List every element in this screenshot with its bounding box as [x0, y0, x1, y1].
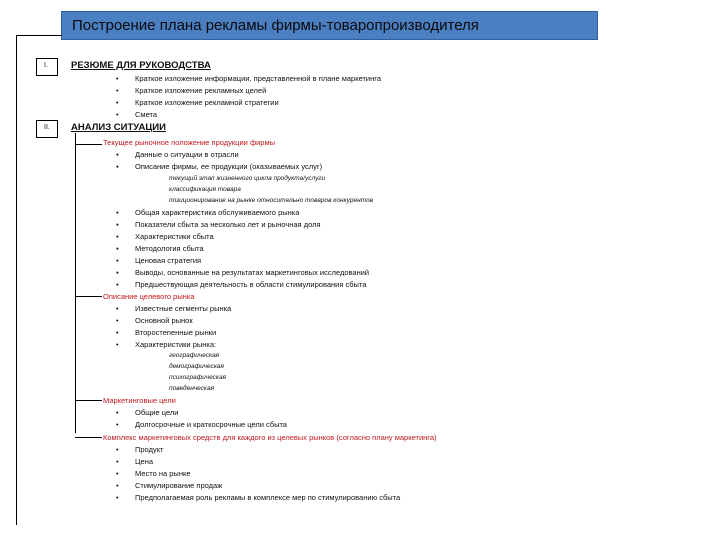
bullet-marker: •	[116, 316, 119, 325]
page-title: Построение плана рекламы фирмы-товаропроизводителя	[72, 17, 479, 34]
subsection-title: Текущее рыночное положение продукции фирмы	[103, 138, 276, 147]
italic-item: позиционирование на рынке относительно товаров конкурентов	[169, 197, 374, 204]
bullet-marker: •	[116, 304, 119, 313]
section-number: I.	[44, 62, 48, 69]
tree-connector-market	[75, 144, 102, 145]
bullet-marker: •	[116, 493, 119, 502]
list-item: Предполагаемая роль рекламы в комплексе мер по стимулированию сбыта	[135, 493, 401, 502]
tree-connector-mix	[75, 437, 102, 438]
list-item: Второстепенные рынки	[135, 328, 217, 337]
bullet-marker: ▪	[116, 232, 119, 241]
tree-connector-goals	[75, 400, 102, 401]
subsection-title: Описание целевого рынка	[103, 292, 195, 301]
list-item: Общие цели	[135, 408, 179, 417]
list-item: Стимулирование продаж	[135, 481, 223, 490]
italic-item: классификация товара	[169, 186, 241, 193]
list-item: Данные о ситуации в отрасли	[135, 150, 239, 159]
bullet-marker: ▪	[116, 220, 119, 229]
list-item: Предшествующая деятельность в области стимулирования сбыта	[135, 280, 367, 289]
italic-item: текущий этап жизненного цикла продукта/услуги	[169, 175, 326, 182]
bullet-marker: •	[116, 110, 119, 119]
bullet-marker: ▪	[116, 280, 119, 289]
tree-vertical-line-inner	[75, 133, 76, 433]
tree-horizontal-line-top	[16, 35, 62, 36]
italic-item: психографическая	[169, 374, 227, 381]
list-item: Характеристики рынка:	[135, 340, 217, 349]
section-heading: АНАЛИЗ СИТУАЦИИ	[71, 122, 166, 133]
list-item: Характеристики сбыта	[135, 232, 214, 241]
bullet-marker: ▪	[116, 208, 119, 217]
list-item: Известные сегменты рынка	[135, 304, 232, 313]
list-item: Общая характеристика обслуживаемого рынка	[135, 208, 300, 217]
bullet-marker: •	[116, 420, 119, 429]
list-item: Выводы, основанные на результатах маркетинговых исследований	[135, 268, 370, 277]
section-heading: РЕЗЮМЕ ДЛЯ РУКОВОДСТВА	[71, 60, 211, 71]
bullet-marker: ▪	[116, 162, 119, 171]
list-item: Смета	[135, 110, 158, 119]
bullet-marker: •	[116, 340, 119, 349]
list-item: Место на рынке	[135, 469, 191, 478]
tree-connector-target	[75, 296, 102, 297]
bullet-marker: ▪	[116, 150, 119, 159]
bullet-marker: •	[116, 457, 119, 466]
bullet-marker: •	[116, 469, 119, 478]
italic-item: поведенческая	[169, 385, 215, 392]
list-item: Продукт	[135, 445, 164, 454]
list-item: Цена	[135, 457, 154, 466]
list-item: Краткое изложение информации, представленной в плане маркетинга	[135, 74, 381, 83]
bullet-marker: ▪	[116, 256, 119, 265]
list-item: Краткое изложение рекламной стратегии	[135, 98, 279, 107]
bullet-marker: •	[116, 74, 119, 83]
bullet-marker: •	[116, 98, 119, 107]
bullet-marker: •	[116, 86, 119, 95]
bullet-marker: •	[116, 328, 119, 337]
list-item: Ценовая стратегия	[135, 256, 202, 265]
list-item: Описание фирмы, ее продукции (оказываемых услуг)	[135, 162, 323, 171]
bullet-marker: •	[116, 481, 119, 490]
title-banner	[61, 11, 598, 40]
list-item: Краткое изложение рекламных целей	[135, 86, 267, 95]
italic-item: демографическая	[169, 363, 224, 370]
bullet-marker: •	[116, 445, 119, 454]
list-item: Показатели сбыта за несколько лет и рыночная доля	[135, 220, 321, 229]
bullet-marker: •	[116, 408, 119, 417]
list-item: Долгосрочные и краткосрочные цели сбыта	[135, 420, 287, 429]
subsection-title: Комплекс маркетинговых средств для каждого из целевых рынков (согласно плану маркетинга)	[103, 433, 437, 442]
bullet-marker: ▪	[116, 268, 119, 277]
list-item: Основной рынок	[135, 316, 193, 325]
subsection-title: Маркетинговые цели	[103, 396, 176, 405]
list-item: Методология сбыта	[135, 244, 204, 253]
bullet-marker: ▪	[116, 244, 119, 253]
tree-vertical-line-outer	[16, 35, 17, 525]
section-number: II.	[44, 124, 50, 131]
italic-item: географическая	[169, 352, 220, 359]
